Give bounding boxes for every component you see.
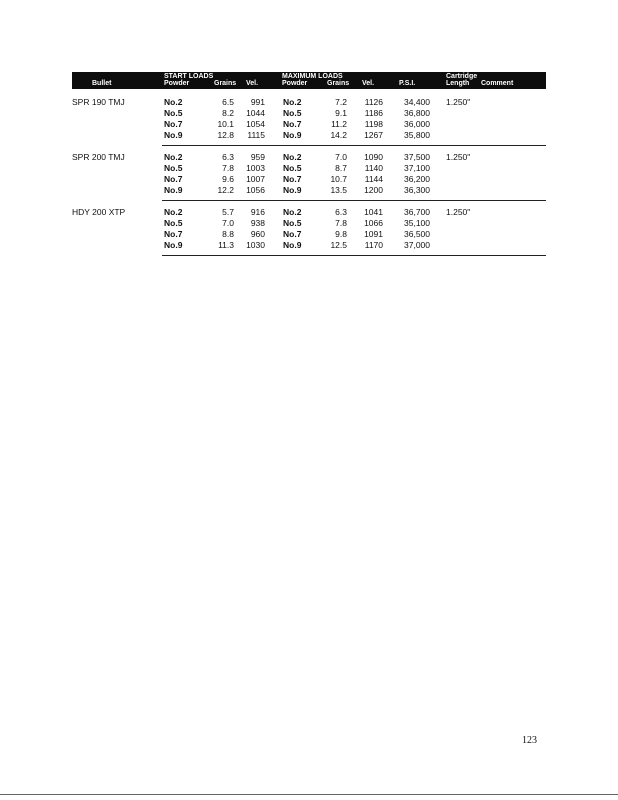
pressure-psi: 37,100 [404, 163, 430, 173]
start-powder: No.9 [164, 130, 183, 140]
max-grains: 6.3 [335, 207, 347, 217]
group-divider [162, 145, 546, 146]
start-grains: 6.3 [222, 152, 234, 162]
table-header [72, 72, 546, 89]
max-grains: 9.1 [335, 108, 347, 118]
pressure-psi: 36,300 [404, 185, 430, 195]
pressure-psi: 36,200 [404, 174, 430, 184]
max-grains: 8.7 [335, 163, 347, 173]
max-grains: 7.8 [335, 218, 347, 228]
pressure-psi: 37,000 [404, 240, 430, 250]
max-powder: No.2 [283, 152, 302, 162]
header-length: Length [446, 80, 470, 87]
start-grains: 8.2 [222, 108, 234, 118]
start-powder: No.5 [164, 163, 183, 173]
max-velocity: 1200 [364, 185, 383, 195]
start-velocity: 960 [250, 229, 265, 239]
max-grains: 14.2 [330, 130, 347, 140]
header-start-powder: Powder [164, 80, 190, 87]
max-powder: No.7 [283, 174, 302, 184]
header-start-loads: START LOADS [164, 73, 214, 80]
max-velocity: 1090 [364, 152, 383, 162]
bullet-name: SPR 190 TMJ [72, 97, 125, 107]
max-grains: 10.7 [330, 174, 347, 184]
bottom-border [0, 794, 618, 795]
start-grains: 6.5 [222, 97, 234, 107]
max-powder: No.5 [283, 108, 302, 118]
header-bullet: Bullet [92, 80, 112, 87]
pressure-psi: 34,400 [404, 97, 430, 107]
max-velocity: 1041 [364, 207, 383, 217]
max-velocity: 1066 [364, 218, 383, 228]
max-velocity: 1144 [364, 174, 383, 184]
header-start-grains: Grains [214, 80, 237, 87]
max-velocity: 1198 [364, 119, 383, 129]
start-powder: No.2 [164, 97, 183, 107]
cartridge-length: 1.250" [446, 207, 471, 217]
max-velocity: 1170 [364, 240, 383, 250]
start-velocity: 959 [250, 152, 265, 162]
pressure-psi: 36,800 [404, 108, 430, 118]
max-velocity: 1126 [364, 97, 383, 107]
max-powder: No.7 [283, 229, 302, 239]
max-grains: 9.8 [335, 229, 347, 239]
max-powder: No.9 [283, 185, 302, 195]
pressure-psi: 36,000 [404, 119, 430, 129]
max-powder: No.9 [283, 240, 302, 250]
pressure-psi: 35,100 [404, 218, 430, 228]
start-velocity: 1056 [246, 185, 265, 195]
pressure-psi: 36,500 [404, 229, 430, 239]
max-powder: No.5 [283, 218, 302, 228]
start-grains: 10.1 [217, 119, 234, 129]
start-powder: No.9 [164, 240, 183, 250]
cartridge-length: 1.250" [446, 97, 471, 107]
start-grains: 9.6 [222, 174, 234, 184]
start-grains: 11.3 [218, 240, 234, 250]
start-velocity: 916 [250, 207, 265, 217]
max-grains: 12.5 [330, 240, 347, 250]
start-grains: 12.8 [217, 130, 234, 140]
start-grains: 12.2 [217, 185, 234, 195]
start-grains: 5.7 [222, 207, 234, 217]
start-velocity: 1115 [247, 130, 265, 140]
start-velocity: 1030 [246, 240, 265, 250]
start-velocity: 1054 [246, 119, 265, 129]
start-velocity: 1044 [246, 108, 265, 118]
start-velocity: 991 [250, 97, 265, 107]
start-grains: 8.8 [222, 229, 234, 239]
cartridge-length: 1.250" [446, 152, 471, 162]
start-velocity: 1003 [246, 163, 265, 173]
max-velocity: 1267 [364, 130, 383, 140]
header-max-grains: Grains [327, 80, 350, 87]
bullet-name: HDY 200 XTP [72, 207, 126, 217]
max-velocity: 1140 [364, 163, 383, 173]
start-powder: No.7 [164, 174, 183, 184]
start-powder: No.2 [164, 152, 183, 162]
pressure-psi: 36,700 [404, 207, 430, 217]
page-number: 123 [522, 735, 537, 746]
start-powder: No.5 [164, 218, 183, 228]
start-powder: No.2 [164, 207, 183, 217]
pressure-psi: 37,500 [404, 152, 430, 162]
header-max-powder: Powder [282, 80, 308, 87]
max-grains: 11.2 [331, 119, 347, 129]
header-psi: P.S.I. [399, 80, 416, 87]
header-start-vel: Vel. [246, 80, 259, 87]
max-grains: 7.0 [335, 152, 347, 162]
max-powder: No.7 [283, 119, 302, 129]
max-powder: No.5 [283, 163, 302, 173]
header-comment: Comment [481, 80, 514, 87]
header-cartridge: Cartridge [446, 73, 478, 80]
start-velocity: 938 [250, 218, 265, 228]
header-max-loads: MAXIMUM LOADS [282, 73, 343, 80]
max-velocity: 1091 [364, 229, 383, 239]
max-grains: 7.2 [335, 97, 347, 107]
start-grains: 7.8 [222, 163, 234, 173]
start-powder: No.9 [164, 185, 183, 195]
group-divider [162, 200, 546, 201]
pressure-psi: 35,800 [404, 130, 430, 140]
start-grains: 7.0 [222, 218, 234, 228]
header-max-vel: Vel. [362, 80, 375, 87]
max-velocity: 1186 [364, 108, 383, 118]
start-powder: No.7 [164, 229, 183, 239]
group-divider [162, 255, 546, 256]
max-powder: No.2 [283, 97, 302, 107]
start-velocity: 1007 [246, 174, 265, 184]
start-powder: No.7 [164, 119, 183, 129]
start-powder: No.5 [164, 108, 183, 118]
max-powder: No.9 [283, 130, 302, 140]
max-powder: No.2 [283, 207, 302, 217]
max-grains: 13.5 [330, 185, 347, 195]
bullet-name: SPR 200 TMJ [72, 152, 125, 162]
